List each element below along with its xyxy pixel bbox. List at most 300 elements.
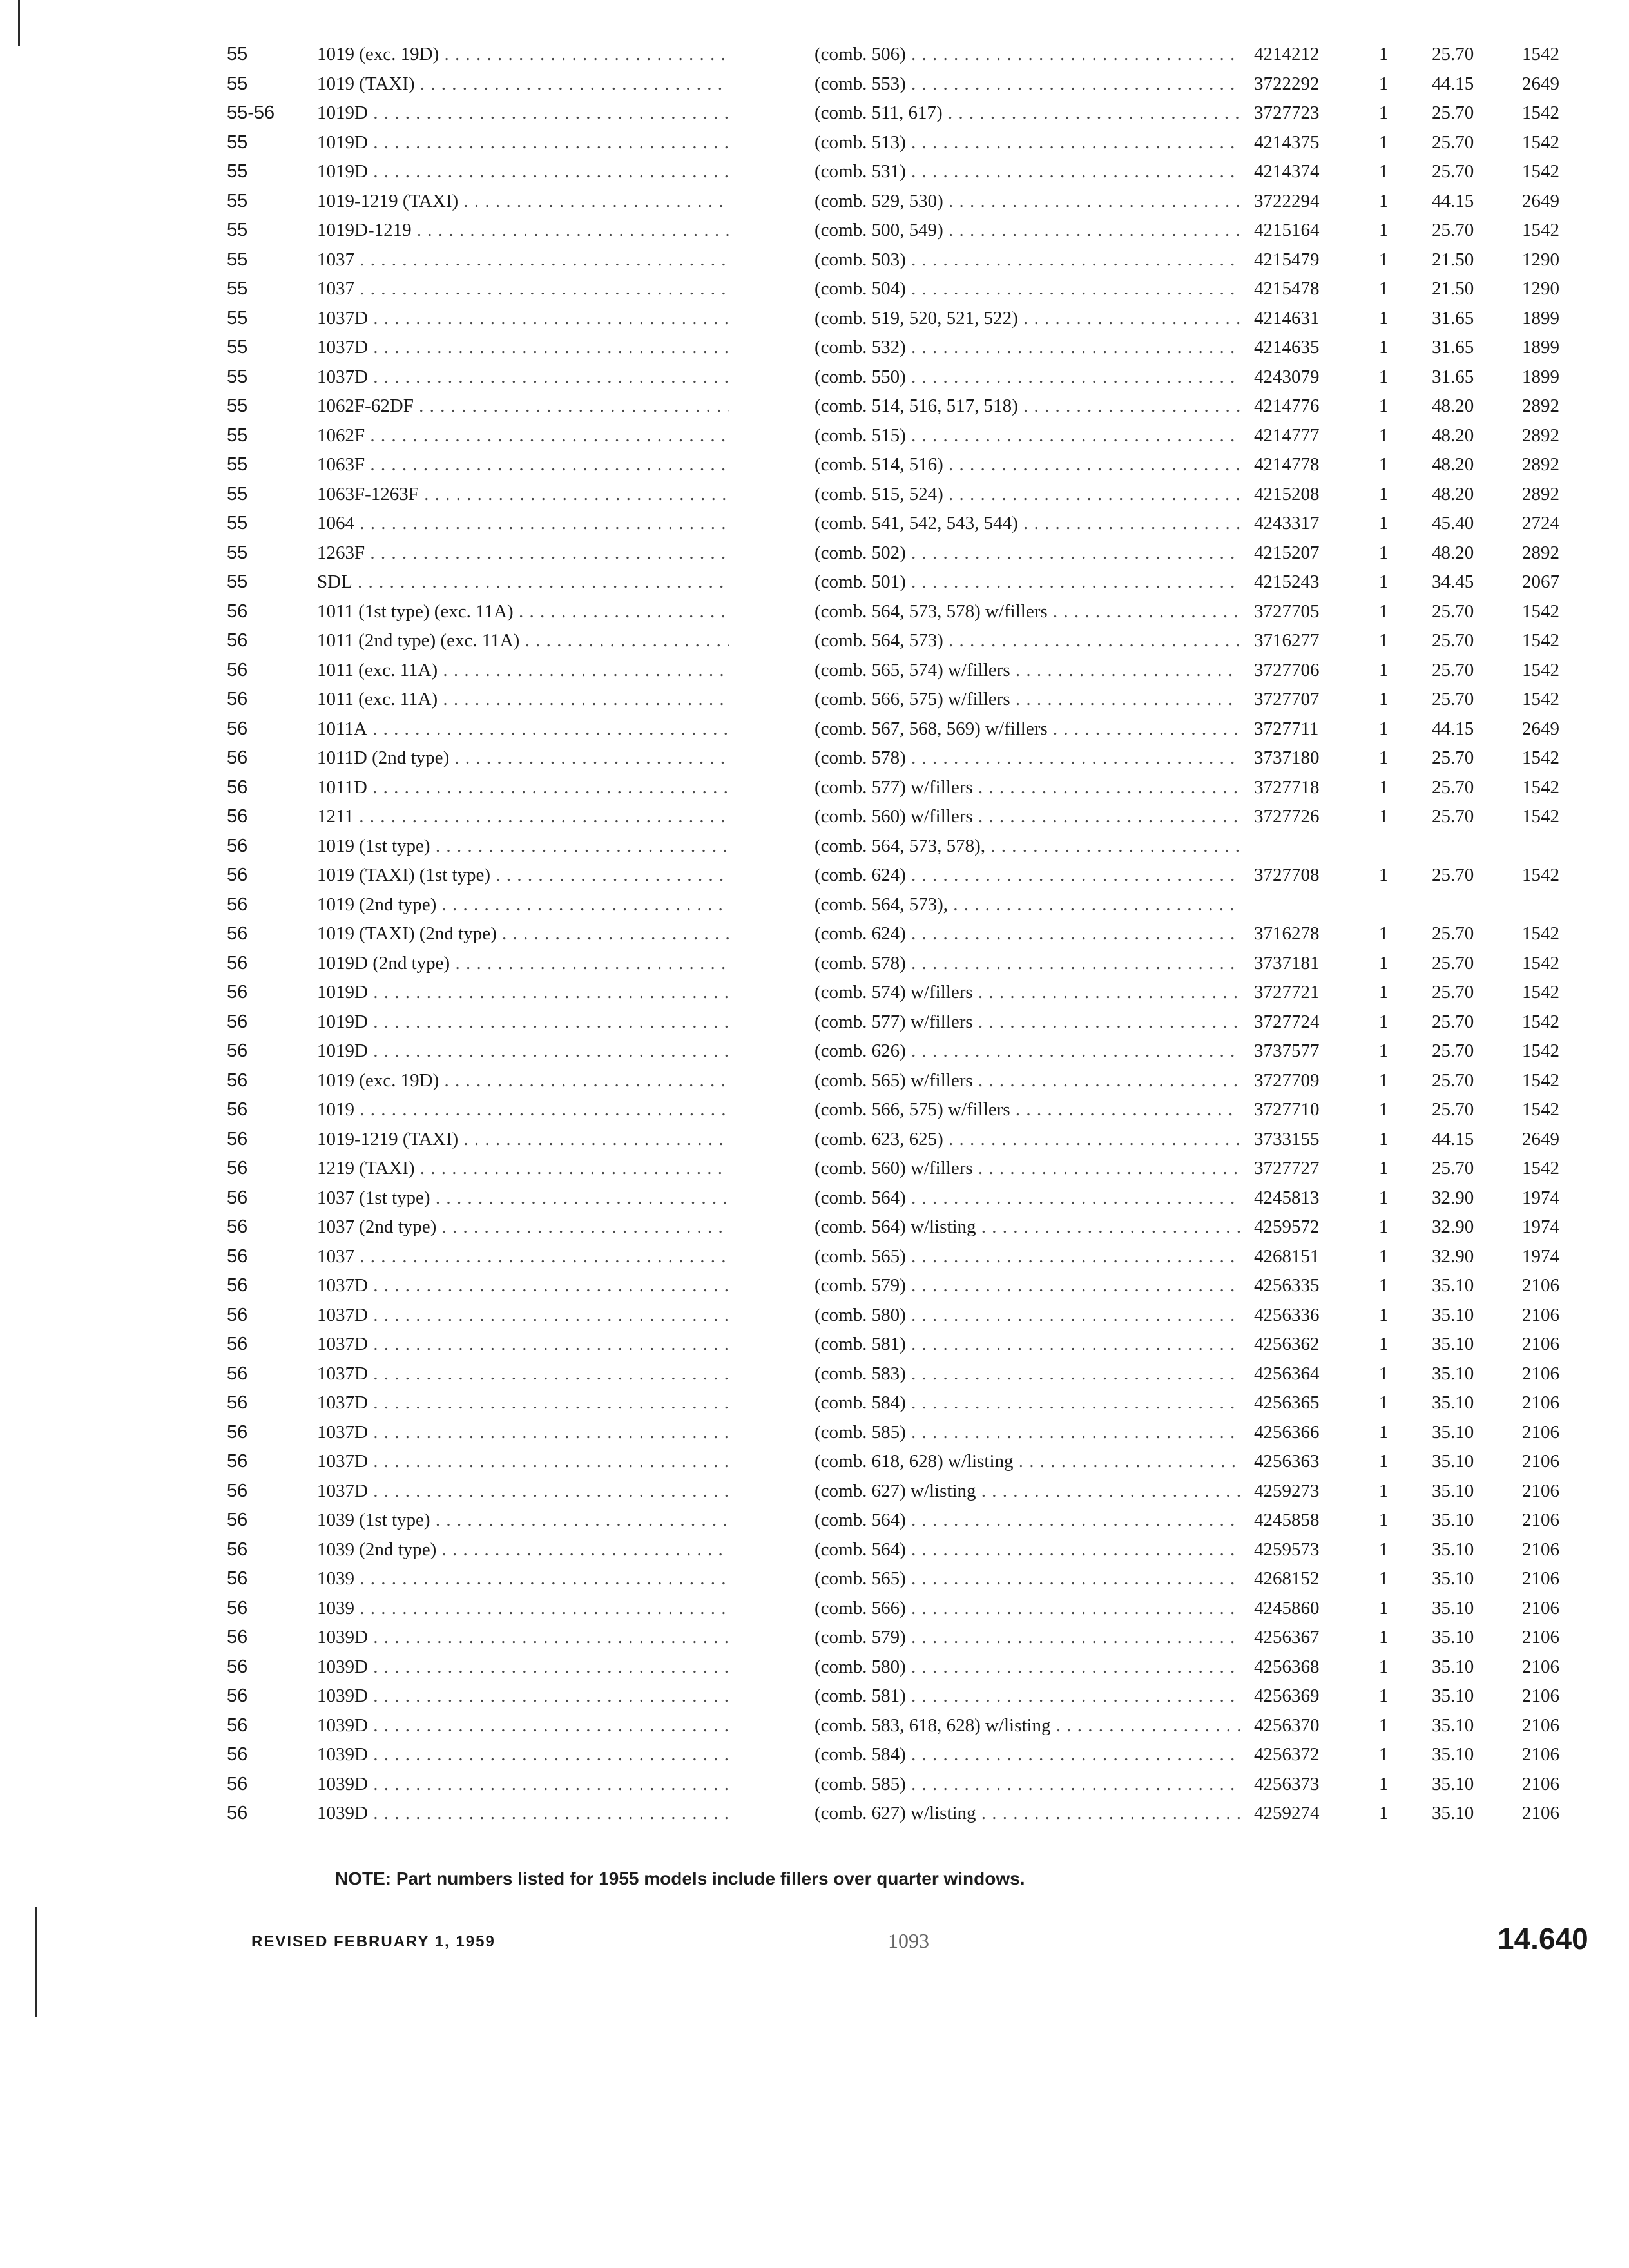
cell-comb: (comb. 565) . . . <box>815 1242 1240 1272</box>
cell-qty: 1 <box>1379 1421 1389 1443</box>
cell-year: 56 <box>227 1744 248 1765</box>
cell-qty: 1 <box>1379 161 1389 182</box>
cell-year: 56 <box>227 1451 248 1472</box>
cell-price: 34.45 <box>1432 572 1474 592</box>
cell-part: 4256336 <box>1254 1304 1320 1325</box>
cell-year: 55 <box>227 454 248 475</box>
cell-code: 2106 <box>1522 1568 1559 1589</box>
table-row <box>0 1418 1629 1448</box>
table-row <box>0 304 1629 334</box>
cell-price: 32.90 <box>1432 1216 1474 1237</box>
cell-model: 1019 (TAXI) . . . <box>317 70 729 99</box>
cell-qty: 1 <box>1379 1510 1389 1530</box>
cell-year: 56 <box>227 1363 248 1384</box>
cell-model: 1019 (TAXI) (1st type) . . . <box>317 861 729 890</box>
cell-model: 1037D . . . <box>317 304 729 334</box>
cell-price: 25.70 <box>1432 630 1474 651</box>
table-row <box>0 861 1629 890</box>
cell-year: 56 <box>227 1597 248 1619</box>
cell-model: 1037D . . . <box>317 1360 729 1389</box>
cell-year: 56 <box>227 1070 248 1091</box>
cell-qty: 1 <box>1379 601 1389 622</box>
cell-code: 1542 <box>1522 659 1559 680</box>
cell-price: 35.10 <box>1432 1421 1474 1443</box>
cell-code: 2106 <box>1522 1275 1559 1296</box>
cell-year: 55 <box>227 366 248 387</box>
table-row <box>0 274 1629 304</box>
cell-price: 25.70 <box>1432 1099 1474 1120</box>
cell-code: 1542 <box>1522 131 1559 153</box>
cell-code: 2106 <box>1522 1773 1559 1794</box>
cell-model: 1037 (2nd type) . . . <box>317 1213 729 1242</box>
cell-code: 2892 <box>1522 483 1559 505</box>
cell-model: 1039D . . . <box>317 1711 729 1741</box>
cell-comb: (comb. 541, 542, 543, 544) . . . <box>815 509 1240 539</box>
table-row <box>0 392 1629 421</box>
cell-part: 4214212 <box>1254 44 1320 64</box>
cell-year: 55 <box>227 513 248 533</box>
cell-code: 2649 <box>1522 190 1559 211</box>
cell-qty: 1 <box>1379 1275 1389 1296</box>
cell-price: 48.20 <box>1432 454 1474 475</box>
cell-year: 56 <box>227 776 248 798</box>
cell-qty: 1 <box>1379 1480 1389 1501</box>
cell-qty: 1 <box>1379 1304 1389 1325</box>
cell-part: 4259273 <box>1254 1480 1320 1501</box>
cell-year: 55 <box>227 220 248 240</box>
table-row <box>0 1271 1629 1301</box>
cell-code: 2106 <box>1522 1304 1559 1325</box>
cell-code: 1542 <box>1522 161 1559 182</box>
cell-year: 56 <box>227 1187 248 1208</box>
cell-price: 25.70 <box>1432 776 1474 798</box>
cell-code: 1899 <box>1522 337 1559 358</box>
cell-model: 1039D . . . <box>317 1653 729 1682</box>
cell-price: 25.70 <box>1432 865 1474 885</box>
cell-price: 25.70 <box>1432 102 1474 123</box>
table-row <box>0 1623 1629 1653</box>
cell-qty: 1 <box>1379 44 1389 64</box>
cell-code: 1542 <box>1522 1099 1559 1120</box>
cell-part: 3737180 <box>1254 747 1320 768</box>
cell-model: 1037D . . . <box>317 1389 729 1418</box>
cell-price: 25.70 <box>1432 952 1474 974</box>
table-row <box>0 949 1629 979</box>
cell-part: 4256369 <box>1254 1686 1320 1706</box>
cell-year: 56 <box>227 1480 248 1501</box>
cell-year: 56 <box>227 1773 248 1794</box>
cell-price: 25.70 <box>1432 1070 1474 1091</box>
margin-mark-bottom <box>35 1907 37 2017</box>
cell-price: 25.70 <box>1432 44 1474 64</box>
cell-comb: (comb. 567, 568, 569) w/fillers . . . <box>815 715 1240 744</box>
cell-comb: (comb. 624) . . . <box>815 861 1240 890</box>
cell-qty: 1 <box>1379 1597 1389 1619</box>
cell-price: 44.15 <box>1432 718 1474 739</box>
cell-price: 45.40 <box>1432 513 1474 533</box>
cell-year: 56 <box>227 1099 248 1120</box>
cell-part: 4256372 <box>1254 1744 1320 1765</box>
cell-part: 3727727 <box>1254 1158 1320 1178</box>
cell-year: 55-56 <box>227 102 275 123</box>
cell-comb: (comb. 515, 524) . . . <box>815 480 1240 510</box>
cell-comb: (comb. 566, 575) w/fillers . . . <box>815 1095 1240 1125</box>
cell-comb: (comb. 623, 625) . . . <box>815 1125 1240 1155</box>
cell-comb: (comb. 624) . . . <box>815 919 1240 949</box>
cell-part: 3727707 <box>1254 689 1320 709</box>
cell-qty: 1 <box>1379 1539 1389 1560</box>
cell-year: 56 <box>227 1421 248 1443</box>
cell-qty: 1 <box>1379 1773 1389 1794</box>
cell-qty: 1 <box>1379 102 1389 123</box>
cell-part: 4214375 <box>1254 131 1320 153</box>
cell-price: 25.70 <box>1432 1011 1474 1032</box>
cell-part: 4256367 <box>1254 1627 1320 1648</box>
cell-code: 2892 <box>1522 542 1559 563</box>
cell-comb: (comb. 564, 573), . . . <box>815 890 1240 920</box>
cell-code: 2649 <box>1522 1128 1559 1149</box>
cell-comb: (comb. 564) . . . <box>815 1506 1240 1535</box>
cell-part: 4259573 <box>1254 1539 1320 1560</box>
cell-comb: (comb. 566, 575) w/fillers . . . <box>815 685 1240 715</box>
table-row <box>0 1653 1629 1682</box>
cell-part: 4215207 <box>1254 542 1320 563</box>
cell-model: 1037D . . . <box>317 1301 729 1331</box>
table-row <box>0 890 1629 920</box>
cell-comb: (comb. 515) . . . <box>815 421 1240 451</box>
cell-year: 56 <box>227 1304 248 1325</box>
cell-qty: 1 <box>1379 542 1389 563</box>
cell-price: 31.65 <box>1432 307 1474 329</box>
table-row <box>0 40 1629 70</box>
cell-comb: (comb. 513) . . . <box>815 128 1240 158</box>
cell-qty: 1 <box>1379 806 1389 827</box>
cell-part: 4215478 <box>1254 278 1320 299</box>
cell-code: 2106 <box>1522 1363 1559 1384</box>
cell-model: 1019-1219 (TAXI) . . . <box>317 1125 729 1155</box>
cell-model: 1019D . . . <box>317 978 729 1008</box>
cell-code: 2649 <box>1522 73 1559 94</box>
cell-part: 4268151 <box>1254 1245 1320 1267</box>
cell-qty: 1 <box>1379 1744 1389 1765</box>
cell-code: 2892 <box>1522 454 1559 475</box>
cell-year: 56 <box>227 689 248 709</box>
cell-part: 3727726 <box>1254 806 1320 827</box>
cell-model: 1037D . . . <box>317 1418 729 1448</box>
table-row <box>0 128 1629 158</box>
cell-part: 3737577 <box>1254 1041 1320 1061</box>
cell-qty: 1 <box>1379 513 1389 533</box>
cell-part: 3716277 <box>1254 630 1320 651</box>
cell-code: 2106 <box>1522 1510 1559 1530</box>
cell-price: 25.70 <box>1432 161 1474 182</box>
cell-price: 35.10 <box>1432 1510 1474 1530</box>
cell-qty: 1 <box>1379 131 1389 153</box>
cell-year: 55 <box>227 190 248 211</box>
table-row <box>0 187 1629 216</box>
cell-part: 4214374 <box>1254 161 1320 182</box>
cell-price: 31.65 <box>1432 366 1474 387</box>
cell-comb: (comb. 550) . . . <box>815 363 1240 392</box>
cell-model: 1037D . . . <box>317 1477 729 1506</box>
cell-comb: (comb. 583, 618, 628) w/listing . . . <box>815 1711 1240 1741</box>
cell-part: 3727709 <box>1254 1070 1320 1091</box>
cell-qty: 1 <box>1379 1656 1389 1677</box>
cell-qty: 1 <box>1379 1568 1389 1589</box>
cell-code: 1899 <box>1522 366 1559 387</box>
cell-year: 55 <box>227 278 248 299</box>
cell-comb: (comb. 627) w/listing . . . <box>815 1477 1240 1506</box>
cell-price: 25.70 <box>1432 982 1474 1003</box>
cell-price: 35.10 <box>1432 1597 1474 1619</box>
cell-qty: 1 <box>1379 1803 1389 1823</box>
cell-model: 1019 (exc. 19D) . . . <box>317 40 729 70</box>
table-row <box>0 480 1629 510</box>
cell-model: 1011D . . . <box>317 773 729 803</box>
cell-comb: (comb. 502) . . . <box>815 539 1240 568</box>
cell-qty: 1 <box>1379 1041 1389 1061</box>
cell-model: 1011D (2nd type) . . . <box>317 744 729 773</box>
cell-code: 1974 <box>1522 1245 1559 1267</box>
cell-comb: (comb. 565) . . . <box>815 1564 1240 1594</box>
cell-code: 1542 <box>1522 102 1559 123</box>
cell-year: 55 <box>227 307 248 329</box>
cell-comb: (comb. 564, 573, 578) w/fillers . . . <box>815 597 1240 627</box>
cell-price: 35.10 <box>1432 1773 1474 1794</box>
cell-model: 1011 (1st type) (exc. 11A) . . . <box>317 597 729 627</box>
cell-comb: (comb. 583) . . . <box>815 1360 1240 1389</box>
cell-part: 3722292 <box>1254 73 1320 94</box>
cell-qty: 1 <box>1379 1128 1389 1149</box>
cell-price: 25.70 <box>1432 689 1474 709</box>
cell-code: 1542 <box>1522 601 1559 622</box>
cell-model: 1019 (2nd type) . . . <box>317 890 729 920</box>
cell-part: 4256370 <box>1254 1715 1320 1736</box>
cell-model: 1037D . . . <box>317 1330 729 1360</box>
cell-part: 4256363 <box>1254 1451 1320 1472</box>
cell-price: 44.15 <box>1432 73 1474 94</box>
cell-price: 21.50 <box>1432 249 1474 270</box>
cell-price: 35.10 <box>1432 1803 1474 1823</box>
cell-qty: 1 <box>1379 1011 1389 1032</box>
cell-part: 4215243 <box>1254 572 1320 592</box>
cell-code: 1542 <box>1522 1158 1559 1178</box>
cell-part: 4268152 <box>1254 1568 1320 1589</box>
cell-code: 2106 <box>1522 1539 1559 1560</box>
cell-price: 48.20 <box>1432 483 1474 505</box>
table-row <box>0 1594 1629 1624</box>
cell-qty: 1 <box>1379 630 1389 651</box>
table-row <box>0 1213 1629 1242</box>
cell-comb: (comb. 577) w/fillers . . . <box>815 773 1240 803</box>
cell-comb: (comb. 564) w/listing . . . <box>815 1213 1240 1242</box>
cell-qty: 1 <box>1379 1216 1389 1237</box>
cell-code: 1542 <box>1522 776 1559 798</box>
cell-code: 2106 <box>1522 1334 1559 1354</box>
cell-code: 2067 <box>1522 572 1559 592</box>
cell-code: 2106 <box>1522 1597 1559 1619</box>
cell-part: 3733155 <box>1254 1128 1320 1149</box>
cell-price: 35.10 <box>1432 1275 1474 1296</box>
cell-qty: 1 <box>1379 659 1389 680</box>
cell-comb: (comb. 584) . . . <box>815 1389 1240 1418</box>
cell-part: 4245860 <box>1254 1597 1320 1619</box>
cell-code: 1542 <box>1522 1070 1559 1091</box>
cell-model: 1062F-62DF . . . <box>317 392 729 421</box>
cell-model: 1019D . . . <box>317 1008 729 1037</box>
cell-year: 56 <box>227 1041 248 1061</box>
cell-qty: 1 <box>1379 1451 1389 1472</box>
table-row <box>0 1682 1629 1711</box>
cell-part: 4245858 <box>1254 1510 1320 1530</box>
cell-comb: (comb. 566) . . . <box>815 1594 1240 1624</box>
cell-year: 56 <box>227 1568 248 1589</box>
table-row <box>0 1066 1629 1096</box>
cell-qty: 1 <box>1379 1158 1389 1178</box>
cell-year: 56 <box>227 1216 248 1237</box>
cell-year: 56 <box>227 601 248 622</box>
cell-part: 4256364 <box>1254 1363 1320 1384</box>
cell-year: 56 <box>227 1715 248 1736</box>
cell-part: 3727718 <box>1254 776 1320 798</box>
cell-part: 3727723 <box>1254 102 1320 123</box>
cell-year: 56 <box>227 982 248 1003</box>
cell-comb: (comb. 585) . . . <box>815 1770 1240 1800</box>
table-row <box>0 1360 1629 1389</box>
cell-model: 1263F . . . <box>317 539 729 568</box>
cell-price: 35.10 <box>1432 1627 1474 1648</box>
cell-model: 1039D . . . <box>317 1623 729 1653</box>
cell-qty: 1 <box>1379 1187 1389 1208</box>
cell-comb: (comb. 553) . . . <box>815 70 1240 99</box>
cell-price: 25.70 <box>1432 747 1474 768</box>
cell-code: 2106 <box>1522 1686 1559 1706</box>
cell-price: 31.65 <box>1432 337 1474 358</box>
cell-qty: 1 <box>1379 396 1389 416</box>
cell-comb: (comb. 564, 573) . . . <box>815 626 1240 656</box>
cell-code: 1542 <box>1522 982 1559 1003</box>
table-row <box>0 1770 1629 1800</box>
cell-code: 1542 <box>1522 220 1559 240</box>
cell-price: 25.70 <box>1432 131 1474 153</box>
cell-price: 25.70 <box>1432 601 1474 622</box>
table-row <box>0 1125 1629 1155</box>
cell-year: 56 <box>227 952 248 974</box>
table-row <box>0 157 1629 187</box>
cell-part: 4256365 <box>1254 1392 1320 1413</box>
cell-model: 1019-1219 (TAXI) . . . <box>317 187 729 216</box>
cell-price: 35.10 <box>1432 1744 1474 1765</box>
cell-year: 56 <box>227 806 248 827</box>
cell-model: 1039 (2nd type) . . . <box>317 1535 729 1565</box>
cell-price: 35.10 <box>1432 1363 1474 1384</box>
cell-model: 1037D . . . <box>317 1447 729 1477</box>
cell-comb: (comb. 579) . . . <box>815 1271 1240 1301</box>
cell-comb: (comb. 626) . . . <box>815 1037 1240 1066</box>
table-row <box>0 685 1629 715</box>
cell-part: 3722294 <box>1254 190 1320 211</box>
cell-model: 1019D-1219 . . . <box>317 216 729 245</box>
cell-model: 1011 (2nd type) (exc. 11A) . . . <box>317 626 729 656</box>
cell-code: 1542 <box>1522 747 1559 768</box>
cell-year: 56 <box>227 835 248 856</box>
cell-part: 4214635 <box>1254 337 1320 358</box>
cell-qty: 1 <box>1379 278 1389 299</box>
table-row <box>0 333 1629 363</box>
cell-part: 4215479 <box>1254 249 1320 270</box>
cell-comb: (comb. 560) w/fillers . . . <box>815 1154 1240 1184</box>
cell-year: 55 <box>227 161 248 182</box>
table-row <box>0 1037 1629 1066</box>
table-row <box>0 1301 1629 1331</box>
cell-qty: 1 <box>1379 73 1389 94</box>
cell-price: 25.70 <box>1432 1041 1474 1061</box>
table-row <box>0 744 1629 773</box>
cell-part: 3727706 <box>1254 659 1320 680</box>
cell-code: 2106 <box>1522 1421 1559 1443</box>
cell-part: 4214776 <box>1254 396 1320 416</box>
table-row <box>0 1008 1629 1037</box>
cell-qty: 1 <box>1379 307 1389 329</box>
cell-qty: 1 <box>1379 1627 1389 1648</box>
table-row <box>0 1154 1629 1184</box>
cell-model: 1039 . . . <box>317 1594 729 1624</box>
cell-model: SDL . . . <box>317 568 729 597</box>
cell-qty: 1 <box>1379 865 1389 885</box>
cell-price: 35.10 <box>1432 1656 1474 1677</box>
cell-year: 56 <box>227 630 248 651</box>
table-row <box>0 1564 1629 1594</box>
table-row <box>0 509 1629 539</box>
cell-part: 4243079 <box>1254 366 1320 387</box>
cell-price: 48.20 <box>1432 425 1474 446</box>
cell-qty: 1 <box>1379 923 1389 944</box>
table-row <box>0 832 1629 861</box>
cell-year: 56 <box>227 659 248 680</box>
cell-model: 1039D . . . <box>317 1682 729 1711</box>
cell-year: 55 <box>227 73 248 94</box>
cell-part: 3716278 <box>1254 923 1320 944</box>
cell-part: 3727721 <box>1254 982 1320 1003</box>
table-row <box>0 1506 1629 1535</box>
cell-comb: (comb. 500, 549) . . . <box>815 216 1240 245</box>
cell-year: 55 <box>227 44 248 64</box>
cell-year: 56 <box>227 747 248 768</box>
parts-table <box>0 40 1629 1829</box>
cell-qty: 1 <box>1379 366 1389 387</box>
table-row <box>0 539 1629 568</box>
cell-part: 4243317 <box>1254 513 1320 533</box>
cell-qty: 1 <box>1379 982 1389 1003</box>
cell-model: 1219 (TAXI) . . . <box>317 1154 729 1184</box>
cell-code: 1290 <box>1522 249 1559 270</box>
cell-comb: (comb. 578) . . . <box>815 949 1240 979</box>
cell-part: 3737181 <box>1254 952 1320 974</box>
table-row <box>0 1389 1629 1418</box>
cell-comb: (comb. 577) w/fillers . . . <box>815 1008 1240 1037</box>
cell-qty: 1 <box>1379 572 1389 592</box>
cell-price: 35.10 <box>1432 1568 1474 1589</box>
cell-code: 2106 <box>1522 1744 1559 1765</box>
cell-qty: 1 <box>1379 1715 1389 1736</box>
cell-part: 3727711 <box>1254 718 1319 739</box>
cell-model: 1037D . . . <box>317 333 729 363</box>
cell-year: 56 <box>227 1539 248 1560</box>
table-row <box>0 626 1629 656</box>
table-row <box>0 715 1629 744</box>
cell-comb: (comb. 503) . . . <box>815 245 1240 275</box>
cell-part: 3727710 <box>1254 1099 1320 1120</box>
